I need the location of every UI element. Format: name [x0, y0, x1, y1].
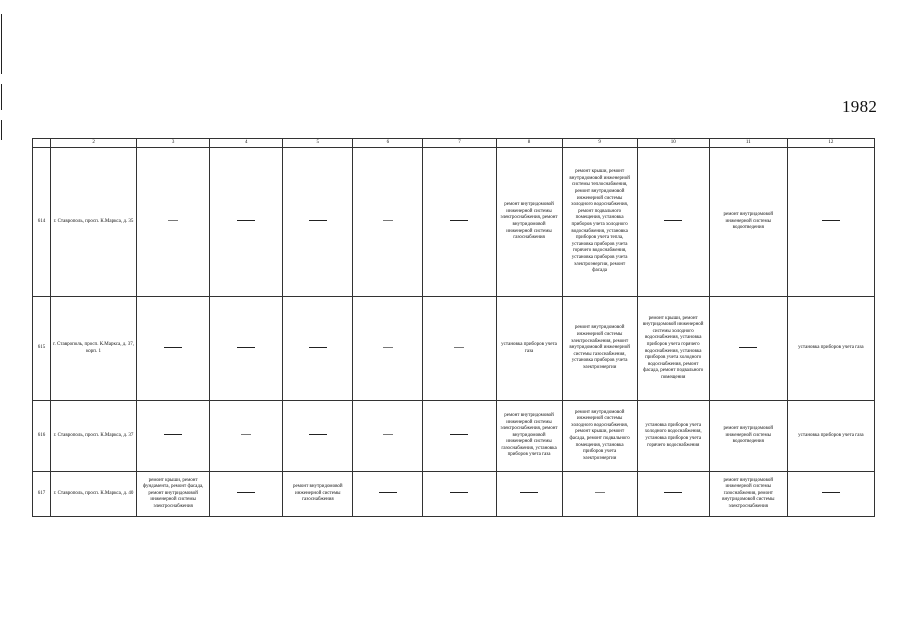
cell-col-5 — [283, 148, 353, 297]
column-header: 6 — [353, 139, 423, 148]
cell-col-11 — [709, 297, 787, 401]
cell-col-12 — [787, 297, 874, 401]
cell-col-7 — [423, 472, 496, 517]
empty-dash — [383, 347, 393, 348]
address-cell: г. Ставрополь, просп. К.Маркса, д. 40 — [51, 472, 137, 517]
row-number: 615 — [33, 297, 51, 401]
empty-dash — [309, 434, 327, 435]
empty-dash — [241, 434, 251, 435]
column-header: 11 — [709, 139, 787, 148]
left-edge-mark — [1, 84, 2, 110]
cell-col-8 — [496, 148, 562, 297]
cell-col-8 — [496, 401, 562, 472]
empty-dash — [164, 434, 182, 435]
empty-dash — [664, 220, 682, 221]
empty-dash — [450, 220, 468, 221]
empty-dash — [168, 220, 178, 221]
address-cell: г. Ставрополь, просп. К.Маркса, д. 37 — [51, 401, 137, 472]
cell-col-4 — [210, 148, 283, 297]
repair-schedule-table — [32, 138, 875, 517]
cell-col-10 — [637, 297, 709, 401]
empty-dash — [822, 220, 840, 221]
column-header: 3 — [137, 139, 210, 148]
cell-col-10 — [637, 148, 709, 297]
work-list: ремонт внутридомовой инженерной системы холодного водоснабжения, ремонт крыши, ремонт фасада, ремонт подвального помещения, установка приборов учета электроэнергии — [569, 409, 630, 461]
cell-col-12 — [787, 148, 874, 297]
cell-col-9 — [562, 401, 637, 472]
empty-dash — [164, 347, 182, 348]
cell-col-3 — [137, 297, 210, 401]
cell-col-3 — [137, 401, 210, 472]
work-list: установка приборов учета холодного водоснабжения, установка приборов учета горячего водоснабжения — [644, 422, 702, 448]
table-row — [33, 148, 875, 297]
column-header: 5 — [283, 139, 353, 148]
cell-col-11 — [709, 148, 787, 297]
cell-col-8 — [496, 297, 562, 401]
empty-dash — [739, 347, 757, 348]
empty-dash — [520, 492, 538, 493]
cell-col-7 — [423, 401, 496, 472]
cell-col-7 — [423, 297, 496, 401]
work-list: ремонт внутридомовой инженерной системы водоотведения — [723, 426, 774, 445]
cell-col-11 — [709, 472, 787, 517]
row-number: 616 — [33, 401, 51, 472]
work-list: установка приборов учета газа — [501, 341, 557, 354]
work-list: ремонт внутридомовой инженерной системы газоснабжения, ремонт внутридомовой системы электроснабжения — [722, 477, 775, 509]
column-header: 8 — [496, 139, 562, 148]
column-header: 4 — [210, 139, 283, 148]
cell-col-5 — [283, 401, 353, 472]
empty-dash — [450, 492, 468, 493]
cell-col-11 — [709, 401, 787, 472]
cell-col-3 — [137, 472, 210, 517]
table-row — [33, 401, 875, 472]
work-list: ремонт внутридомовой инженерной системы электроснабжения, ремонт внутридомовой инженерной системы газоснабжения, установка приборов учета электроэнергии — [569, 325, 630, 370]
cell-col-7 — [423, 148, 496, 297]
work-list: ремонт крыши, ремонт внутридомовой инженерной системы теплоснабжения, ремонт внутридомовой инженерной системы холодного водоснабжения, ремонт подвального помещения, установка приборов учета холодного водоснабжения, установка приборов учета тепла, установка приборов учета горячего водоснабжения, установка приборов учета электроэнергии, ремонт фасада — [569, 169, 630, 274]
address-cell: г. Ставрополь, просп. К.Маркса, д. 35 — [51, 148, 137, 297]
work-list: ремонт внутридомовой инженерной системы газоснабжения — [293, 484, 343, 503]
table-row — [33, 472, 875, 517]
cell-col-6 — [353, 401, 423, 472]
cell-col-6 — [353, 148, 423, 297]
empty-dash — [237, 347, 255, 348]
page-number: 1982 — [842, 97, 878, 116]
row-number: 614 — [33, 148, 51, 297]
column-header: 2 — [51, 139, 137, 148]
column-header: 12 — [787, 139, 874, 148]
cell-col-10 — [637, 472, 709, 517]
cell-col-3 — [137, 148, 210, 297]
address-cell: г. Ставрополь, просп. К.Маркса, д. 37, корп. 1 — [51, 297, 137, 401]
empty-dash — [309, 347, 327, 348]
cell-col-4 — [210, 472, 283, 517]
work-list: ремонт внутридомовой инженерной системы электроснабжения, ремонт внутридомовой инженерной системы газоснабжения, установка приборов учета газа — [500, 412, 558, 458]
work-list: установка приборов учета газа — [798, 345, 864, 351]
cell-col-6 — [353, 297, 423, 401]
cell-col-9 — [562, 297, 637, 401]
cell-col-4 — [210, 401, 283, 472]
row-number: 617 — [33, 472, 51, 517]
empty-dash — [309, 220, 327, 221]
work-list: ремонт внутридомовой инженерной системы электроснабжения, ремонт внутридомовой инженерной системы газоснабжения — [500, 202, 558, 241]
empty-dash — [379, 492, 397, 493]
empty-dash — [237, 492, 255, 493]
column-header: 7 — [423, 139, 496, 148]
empty-dash — [237, 220, 255, 221]
cell-col-9 — [562, 148, 637, 297]
column-header: 10 — [637, 139, 709, 148]
work-list: ремонт крыши, ремонт фундамента, ремонт фасада, ремонт внутридомовой инженерной системы электроснабжения — [142, 477, 204, 509]
empty-dash — [664, 492, 682, 493]
empty-dash — [383, 434, 393, 435]
column-header — [33, 139, 51, 148]
work-list: ремонт внутридомовой инженерной системы водоотведения — [723, 212, 774, 231]
cell-col-6 — [353, 472, 423, 517]
cell-col-10 — [637, 401, 709, 472]
column-number-row — [33, 139, 875, 148]
empty-dash — [454, 347, 464, 348]
cell-col-8 — [496, 472, 562, 517]
empty-dash — [450, 434, 468, 435]
table-row — [33, 297, 875, 401]
empty-dash — [595, 492, 605, 493]
cell-col-12 — [787, 472, 874, 517]
cell-col-5 — [283, 472, 353, 517]
empty-dash — [822, 492, 840, 493]
cell-col-9 — [562, 472, 637, 517]
work-list: ремонт крыши, ремонт внутридомовой инженерной системы холодного водоснабжения, установка приборов учета горячего водоснабжения, установка приборов учета холодного водоснабжения, ремонт фасада, ремонт подвального помещения — [642, 315, 704, 380]
column-header: 9 — [562, 139, 637, 148]
work-list: установка приборов учета газа — [798, 432, 864, 438]
left-edge-mark — [1, 14, 2, 74]
cell-col-4 — [210, 297, 283, 401]
cell-col-12 — [787, 401, 874, 472]
empty-dash — [383, 220, 393, 221]
left-edge-mark — [1, 120, 2, 140]
cell-col-5 — [283, 297, 353, 401]
